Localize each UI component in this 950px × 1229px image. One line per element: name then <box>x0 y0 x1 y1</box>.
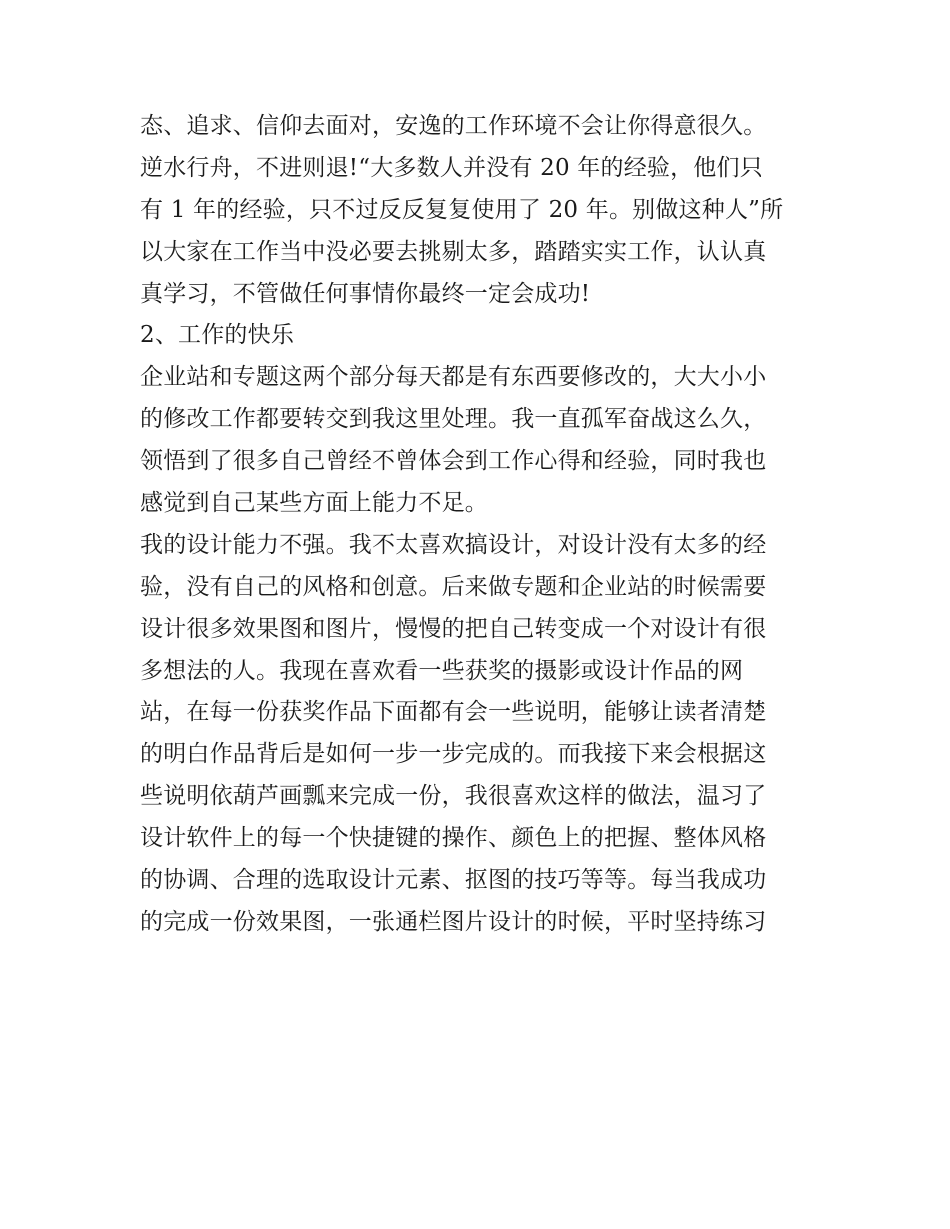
text-line: 多想法的人。我现在喜欢看一些获奖的摄影或设计作品的网 <box>140 657 744 684</box>
text-line: 的协调、合理的选取设计元素、抠图的技巧等等。每当我成功 <box>140 867 767 894</box>
text-line: 真学习，不管做任何事情你最终一定会成功! <box>140 280 591 307</box>
text-line: 态、追求、信仰去面对，安逸的工作环境不会让你得意很久。 <box>140 113 767 139</box>
text-line: 的修改工作都要转交到我这里处理。我一直孤军奋战这么久， <box>140 406 767 433</box>
text-line: 逆水行舟，不进则退!“大多数人并没有 20 年的经验，他们只 <box>140 154 763 181</box>
section-heading: 2、工作的快乐 <box>140 322 295 349</box>
text-line: 设计很多效果图和图片，慢慢的把自己转变成一个对设计有很 <box>140 615 767 642</box>
document-body <box>140 106 820 944</box>
text-line: 站，在每一份获奖作品下面都有会一些说明，能够让读者清楚 <box>140 699 767 726</box>
text-line: 的明白作品背后是如何一步一步完成的。而我接下来会根据这 <box>140 741 767 768</box>
text-line: 感觉到自己某些方面上能力不足。 <box>140 490 488 517</box>
text-line: 设计软件上的每一个快捷键的操作、颜色上的把握、整体风格 <box>140 825 767 852</box>
text-line: 企业站和专题这两个部分每天都是有东西要修改的，大大小小 <box>140 364 767 391</box>
text-line: 验，没有自己的风格和创意。后来做专题和企业站的时候需要 <box>140 573 767 600</box>
text-line: 领悟到了很多自己曾经不曾体会到工作心得和经验，同时我也 <box>140 448 767 475</box>
text-line: 的完成一份效果图，一张通栏图片设计的时候，平时坚持练习 <box>140 908 767 935</box>
text-line: 以大家在工作当中没必要去挑剔太多，踏踏实实工作，认认真 <box>140 238 767 265</box>
text-line: 有 1 年的经验，只不过反反复复使用了 20 年。别做这种人”所 <box>140 196 784 223</box>
text-line: 些说明依葫芦画瓢来完成一份，我很喜欢这样的做法，温习了 <box>140 783 767 810</box>
text-line: 我的设计能力不强。我不太喜欢搞设计，对设计没有太多的经 <box>140 531 767 558</box>
